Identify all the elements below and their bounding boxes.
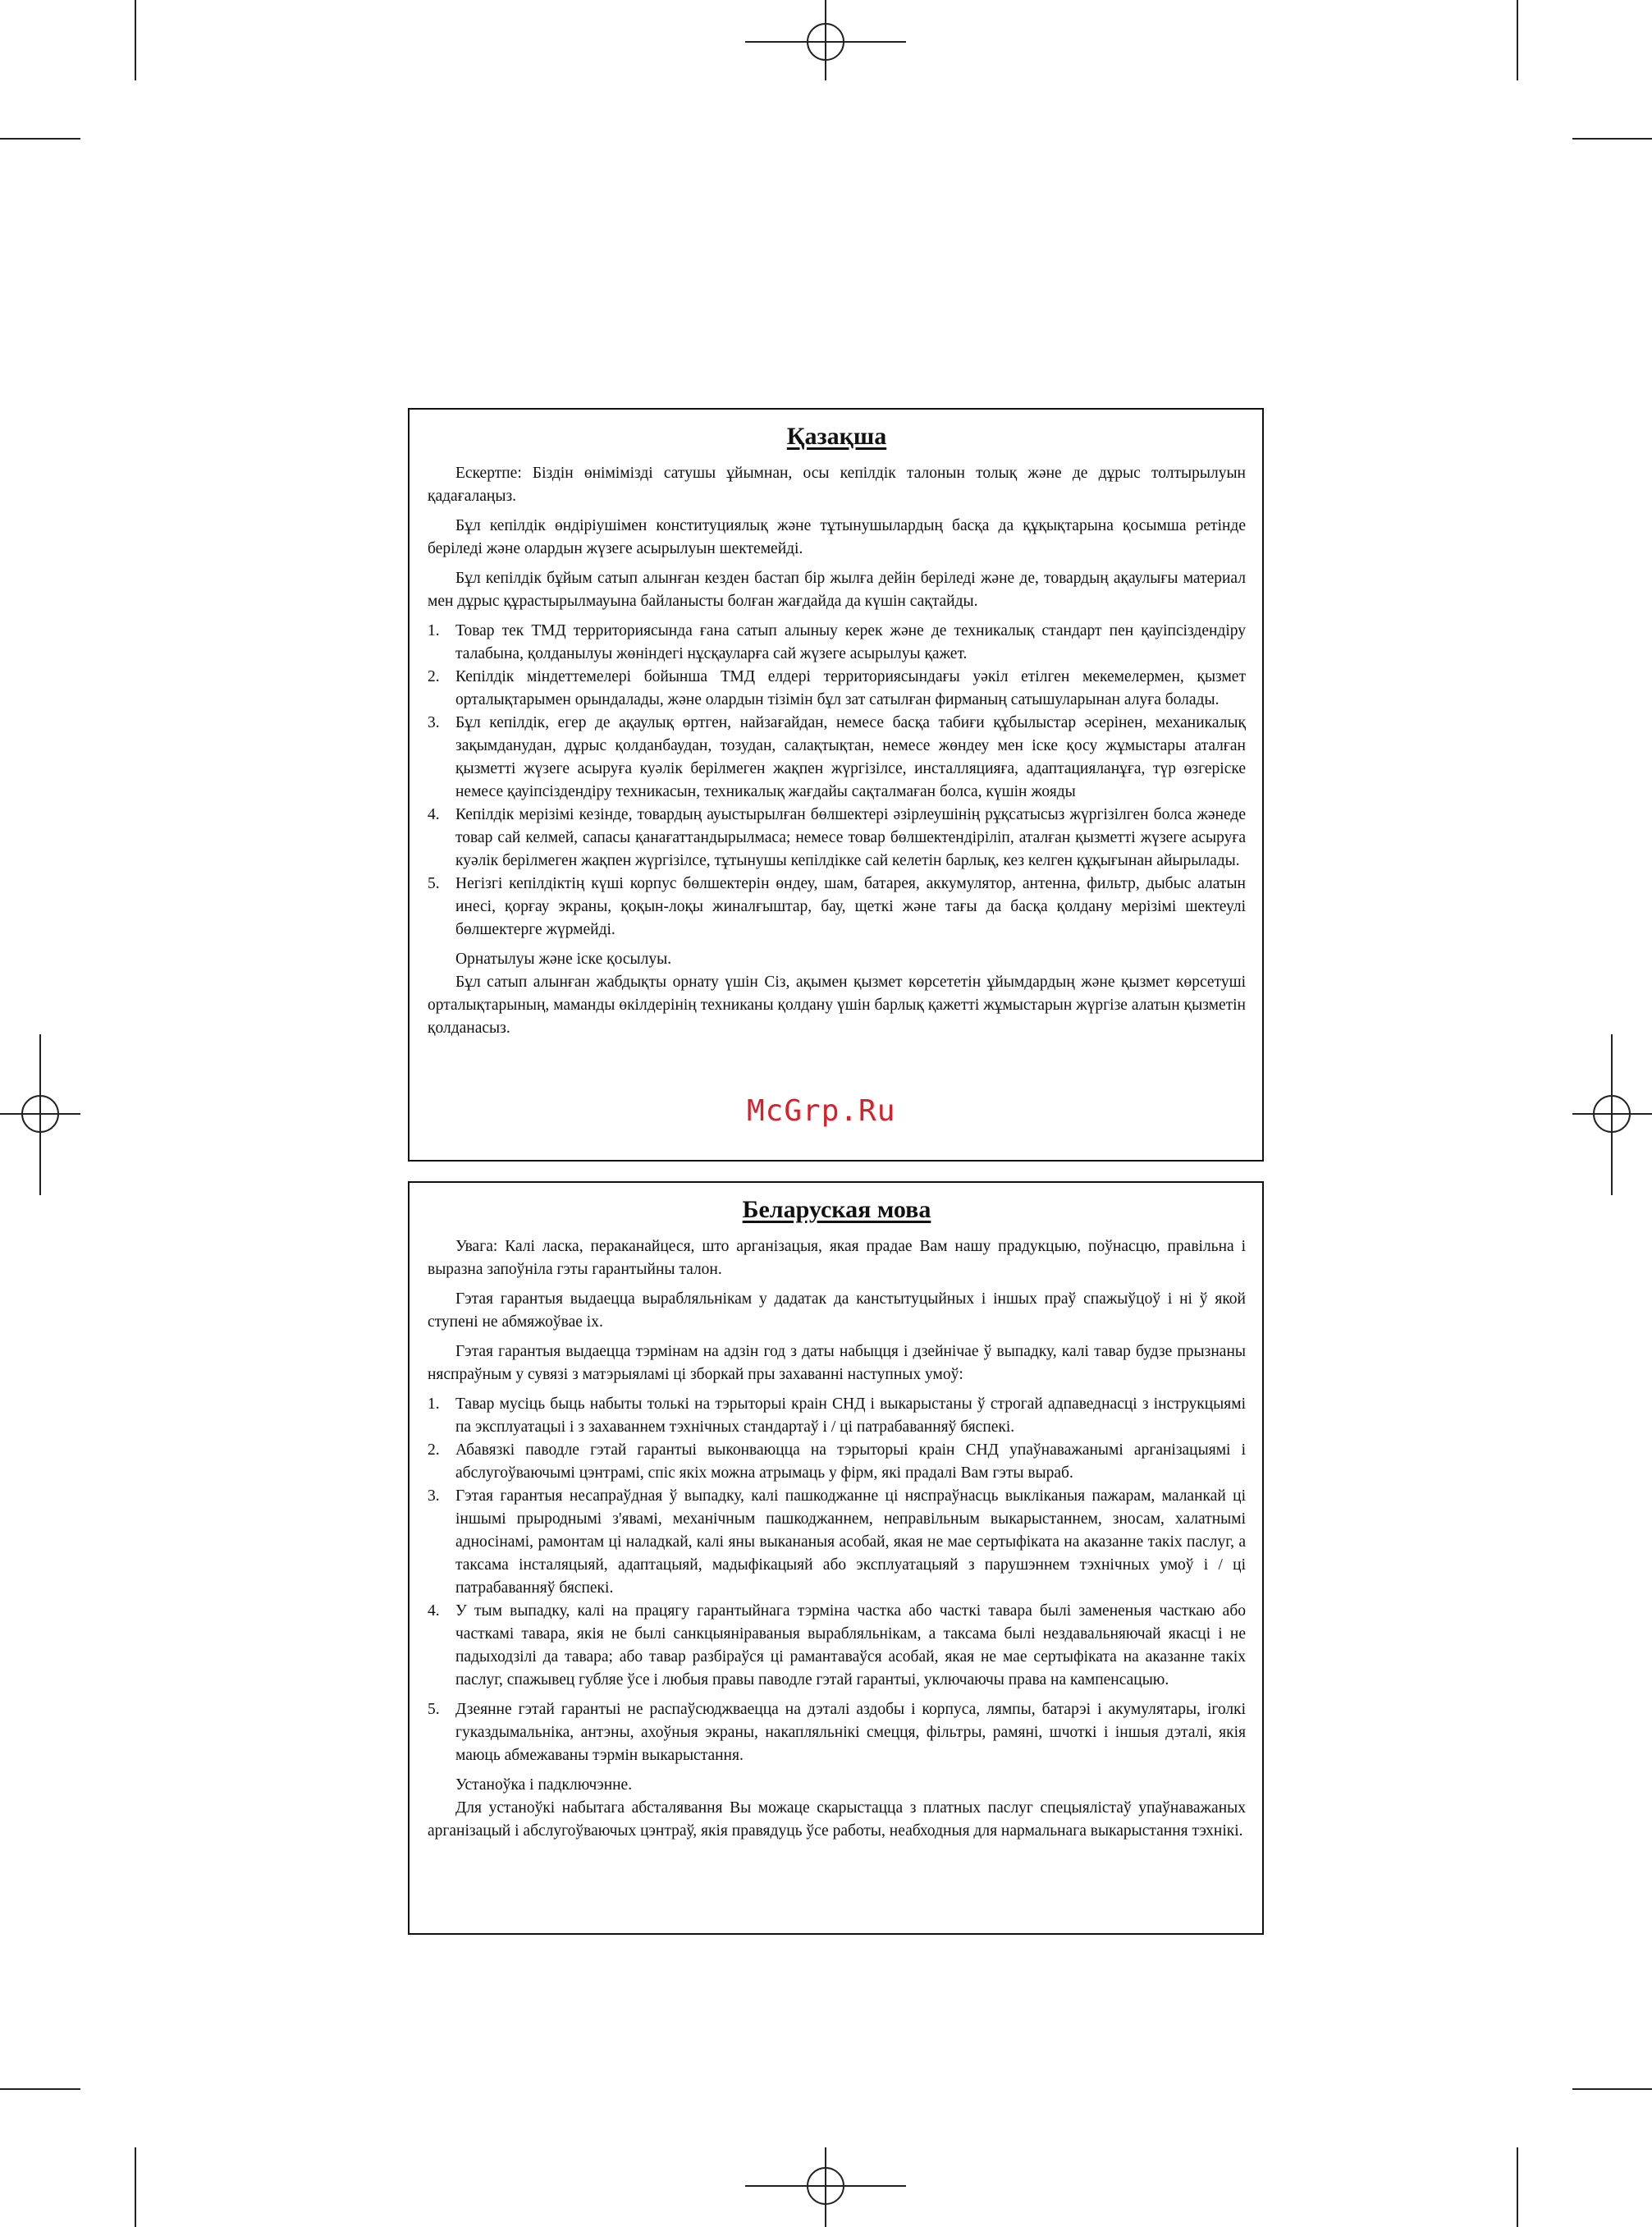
item-number: 3. (428, 1487, 440, 1505)
item-text: Дзеянне гэтай гарантыі не распаўсюджваецца на дэталі аздобы і корпуса, лямпы, батарэі і акумулятары, іголкі гуказдымальніка, антэны, ахоўныя экраны, накапляльнікі смецця, фільтры, рамяні, шчоткі і іншыя дэталі, якія маюць абмежаваны тэрмін выкарыстання. (455, 1701, 1246, 1764)
item-text: Бұл кепілдік, егер де ақаулық өртген, найзағайдан, немесе басқа табиғи құбылыстар әсерінен, механикалық зақымданудан, дұрыс қолданбаудан, тозудан, салақтықтан, немесе жөндеу мен іске қосу жұмыстары аталған қызметті жүзеге асыруға куәлік берілмеген жақпен жүргізілсе, инсталляцияға, адаптацияланұға, түр өзгеріске немесе қауіпсіздендіру техникасын, техникалық жағдайы сақталмаған болса, күшін жояды (455, 714, 1246, 800)
item-text: Кепілдік міндеттемелері бойынша ТМД елдері территориясындағы уәкіл етілген мекемелермен, қызмет орталықтарымен орындалады, және олардын тізімін бұл зат сатылған фирманың сатышуларынан алуға болады. (455, 668, 1246, 708)
item-number: 3. (428, 714, 440, 731)
paragraph: Гэтая гарантыя выдаецца вырабляльнікам у дадатак да канстытуцыйных і іншых праў спажыўцоў і ні ў якой ступені не абмяжоўвае іх. (428, 1290, 1246, 1331)
registration-mark-circle (1593, 1095, 1631, 1133)
crop-mark (0, 138, 80, 140)
item-number: 2. (428, 1441, 440, 1459)
item-number: 4. (428, 1602, 440, 1620)
watermark: McGrp.Ru (747, 1094, 896, 1128)
list-item (428, 873, 1246, 942)
crop-mark (1572, 138, 1652, 140)
conditions-list (428, 620, 1246, 942)
registration-mark-circle (807, 23, 844, 61)
crop-mark (1572, 2088, 1652, 2090)
crop-mark (1517, 2147, 1518, 2227)
list-item (428, 1485, 1246, 1600)
note-paragraph: Увага: Калі ласка, пераканайцеся, што арганізацыя, якая прадае Вам нашу прадукцыю, поўнасцю, правільна і выразна запоўніла гэты гарантыйны талон. (428, 1238, 1246, 1278)
item-number: 4. (428, 806, 440, 823)
belarusian-warranty-section (408, 1181, 1264, 1935)
item-number: 5. (428, 1701, 440, 1718)
install-heading: Орнатылуы және іске қосылуы. (455, 951, 672, 968)
section-title: Беларуская мова (742, 1196, 931, 1223)
list-item (428, 1698, 1246, 1767)
list-item (428, 1600, 1246, 1692)
crop-mark (1517, 0, 1518, 80)
install-heading: Устаноўка і падключэнне. (455, 1776, 633, 1794)
install-paragraph: Бұл сатып алынған жабдықты орнату үшін Сіз, ақымен қызмет көрсететін ұйымдардың және қызмет көрсетуші орталықтарының, маманды өкілдерінің техниканы қолдану үшін барлық қажетті жұмыстарын жүргізе алатын қызметін қолданасыз. (428, 974, 1246, 1037)
item-text: Тавар мусіць быць набыты толькі на тэрыторыі краін СНД і выкарыстаны ў строгай адпаведнасці з інструкцыямі па эксплуатацыі і з захаваннем тэхнічных стандартаў і / ці патрабаванняў бяспекі. (455, 1395, 1246, 1436)
paragraph: Бұл кепілдік өндіріушімен конституциялық және тұтынушылардың басқа да құқықтарына қосымша ретінде беріледі және олардын жүзеге асырылуын шектемейді. (428, 517, 1246, 557)
install-paragraph: Для устаноўкі набытага абсталявання Вы можаце скарыстацца з платных паслуг спецыялістаў упаўнаважаных арганізацый і абслугоўваючых цэнтраў, якія правядуць ўсе работы, неабходныя для нармальнага выкарыстання тэхнікі. (428, 1799, 1246, 1840)
item-text: Абавязкі паводле гэтай гарантыі выконваюцца на тэрыторыі краін СНД упаўнаважанымі арганізацыямі і абслугоўваючымі цэнтрамі, спіс якіх можна атрымаць у фірм, які прадалі Вам гэты выраб. (455, 1441, 1246, 1482)
crop-mark (135, 0, 136, 80)
list-item (428, 1439, 1246, 1485)
list-item (428, 666, 1246, 712)
paragraph: Бұл кепілдік бұйым сатып алынған кезден бастап бір жылға дейін беріледі және де, товардың ақаулығы материал мен дұрыс құрастырылмауына байланысты болған жағдайда да күшін сақтайды. (428, 570, 1246, 610)
item-number: 5. (428, 875, 440, 892)
item-number: 1. (428, 1395, 440, 1413)
list-item (428, 1393, 1246, 1439)
item-text: Негізгі кепілдіктің күші корпус бөлшектерін өндеу, шам, батарея, аккумулятор, антенна, фильтр, дыбыс алатын инесі, қорғау экраны, қоқын-лоқы жиналғыштар, бау, щеткі және тағы да басқа қолдану мерізімі шектеулі бөлшектерге жүрмейді. (455, 875, 1246, 938)
crop-mark (135, 2147, 136, 2227)
item-text: У тым выпадку, калі на працягу гарантыйнага тэрміна частка або часткі тавара былі замененыя часткаю або часткамі тавара, якія не былі санкцыянiраваныя вырабляльнікам, а таксама былі нездавальняючай якасці і не падыходзілі да тавара; або тавар разбіраўся ці рамантаваўся асобай, якая не мае сертыфіката на аказанне такіх паслуг, спажывец губляе ўсе і любыя правы паводле гэтай гарантыі, уключаючы права на кампенсацыю. (455, 1602, 1246, 1689)
kazakh-warranty-section (408, 408, 1264, 1162)
list-item (428, 804, 1246, 873)
item-number: 1. (428, 622, 440, 639)
paragraph: Гэтая гарантыя выдаецца тэрмінам на адзін год з даты набыцця і дзейнічае ў выпадку, калі тавар будзе прызнаны няспраўным у сувязі з матэрыяламі ці зборкай пры захаванні наступных умоў: (428, 1343, 1246, 1383)
section-title: Қазақша (786, 423, 887, 450)
crop-mark (0, 2088, 80, 2090)
list-item (428, 620, 1246, 666)
item-text: Гэтая гарантыя несапраўдная ў выпадку, калі пашкоджанне ці няспраўнасць выкліканыя пажарам, маланкай ці іншымі прыроднымі з'явамі, механічным пашкоджаннем, неправільным выкарыстаннем, зносам, халатнымі адносінамі, рамонтам ці наладкай, калі яны выкананыя асобай, якая не мае сертыфіката на аказанне такіх паслуг, а таксама інсталяцыяй, адаптацыяй, мадыфікацыяй або эксплуатацыяй з парушэннем тэхнічных умоў і / ці патрабаванняў бяспекі. (455, 1487, 1246, 1597)
note-paragraph: Ескертпе: Біздін өнімімізді сатушы ұйымнан, осы кепілдік талонын толық және де дұрыс толтырылуын қадағалаңыз. (428, 465, 1246, 505)
item-number: 2. (428, 668, 440, 685)
registration-mark-circle (807, 2167, 844, 2205)
registration-mark-circle (21, 1095, 59, 1133)
list-item (428, 712, 1246, 804)
conditions-list (428, 1393, 1246, 1767)
item-text: Кепілдік мерізімі кезінде, товардың ауыстырылған бөлшектері әзірлеушінің рұқсатысыз жүргізілген болса жәнеде товар сай келмей, сапасы қанағаттандырылмаса; немесе товар бөлшектендіріліп, аталған қызметті жүзеге асыруға куәлік берілмеген жақпен жүргізілсе, тұтынушы кепілдікке сай келетін барлық, кез келген құқығынан айырылады. (455, 806, 1246, 869)
item-text: Товар тек ТМД территориясында ғана сатып алыныу керек және де техникалық стандарт пен қауіпсіздендіру талабына, қолданылуы жөніндегі нұсқауларға сай жүзеге асырылуы қажет. (455, 622, 1246, 662)
